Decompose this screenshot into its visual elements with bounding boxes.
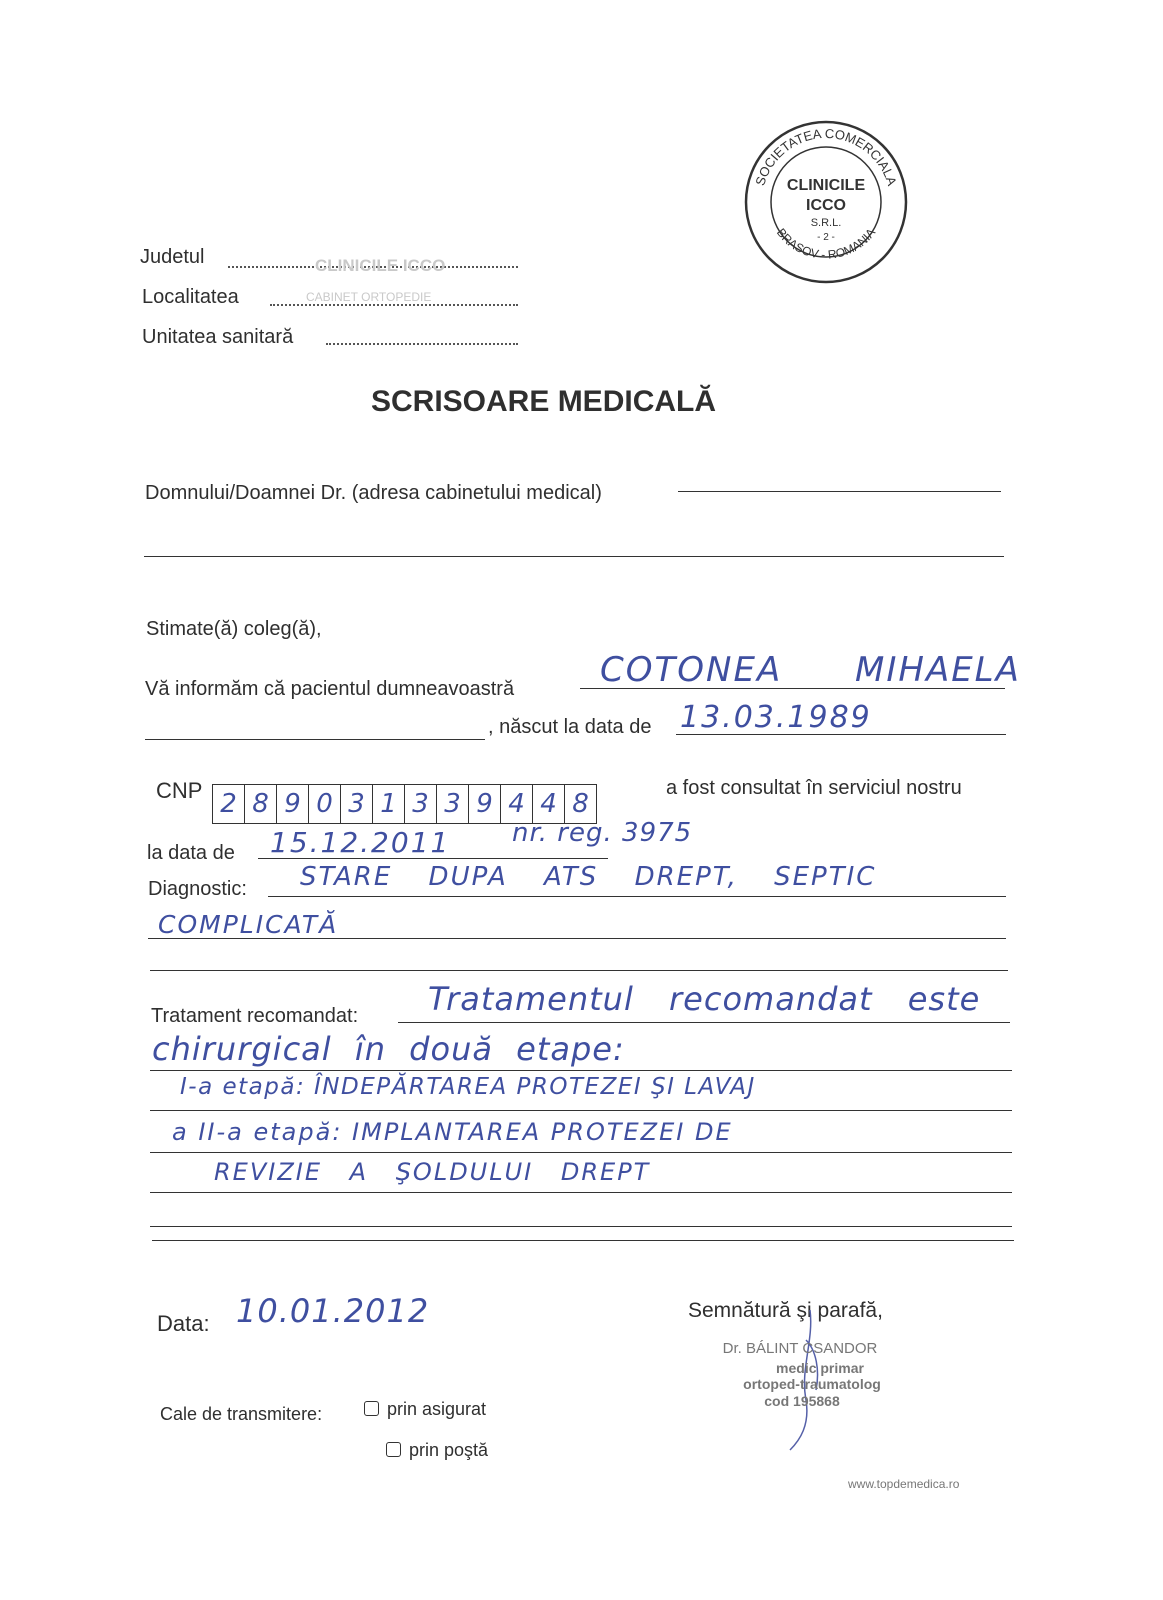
treatment-text-3: I-a etapă: ÎNDEPĂRTAREA PROTEZEI ŞI LAVAJ: [180, 1074, 756, 1100]
cnp-digit: 8: [245, 785, 277, 823]
date-label: Data:: [157, 1311, 210, 1336]
treatment-line-5: [150, 1192, 1012, 1193]
treatment-text-4: a II-a etapă: IMPLANTAREA PROTEZEI DE: [172, 1118, 733, 1146]
treatment-text-1: Tratamentul recomandat este: [428, 980, 981, 1018]
cnp-digit: 3: [437, 785, 469, 823]
doctor-title: medic primar: [776, 1360, 864, 1376]
page-title: SCRISOARE MEDICALĂ: [371, 385, 717, 418]
recipient-label: Domnului/Doamnei Dr. (adresa cabinetului medical): [145, 482, 602, 504]
option-prin-asigurat[interactable]: [364, 1399, 486, 1420]
option-prin-asigurat-label: prin asigurat: [387, 1399, 487, 1419]
option-prin-posta-label: prin poştă: [409, 1440, 489, 1460]
checkbox-prin-asigurat[interactable]: [364, 1401, 379, 1416]
cnp-digit: 3: [405, 785, 437, 823]
diagnosis-text-2: COMPLICATĂ: [158, 910, 339, 939]
website-footer: www.topdemedica.ro: [848, 1477, 960, 1491]
doctor-code: cod 195868: [764, 1393, 840, 1409]
cnp-digit: 0: [309, 785, 341, 823]
treatment-text-5: REVIZIE A ŞOLDULUI DREPT: [214, 1158, 651, 1186]
birth-date: 13.03.1989: [680, 700, 872, 735]
treatment-label: Tratament recomandat:: [151, 1005, 359, 1027]
cnp-digit: 1: [373, 785, 405, 823]
judet-value: CLINICILE ICCO: [315, 256, 446, 275]
treatment-line-2: [150, 1070, 1012, 1071]
cnp-digit: 4: [501, 785, 533, 823]
cnp-digit: 3: [341, 785, 373, 823]
diagnosis-text-1: STARE DUPA ATS DREPT, SEPTIC: [300, 862, 877, 892]
stamp-ring-text: SOCIETATEA COMERCIALA: [752, 125, 900, 188]
treatment-text-2: chirurgical în două etape:: [152, 1030, 625, 1068]
patient-extra-line: [145, 739, 485, 740]
letter-date: 10.01.2012: [236, 1292, 430, 1330]
born-label: , născut la data de: [488, 716, 652, 738]
treatment-line-7: [152, 1240, 1014, 1241]
cnp-digit: 9: [469, 785, 501, 823]
diagnosis-label: Diagnostic:: [148, 878, 247, 900]
localitate-value: CABINET ORTOPEDIE: [306, 290, 432, 304]
diagnosis-line-1: [268, 896, 1006, 897]
signature-label: Semnătură şi parafă,: [688, 1299, 883, 1322]
transmit-label: Cale de transmitere:: [160, 1404, 323, 1424]
company-stamp: [742, 118, 910, 286]
doctor-name: Dr. BÁLINT CSANDOR: [722, 1340, 878, 1357]
unitate-label: Unitatea sanitară: [142, 326, 294, 348]
stamp-name-line2: ICCO: [806, 197, 846, 214]
treatment-line-3: [150, 1110, 1012, 1111]
cnp-label: CNP: [156, 778, 203, 803]
judet-label: Judetul: [140, 246, 205, 268]
treatment-line-1: [398, 1022, 1010, 1023]
recipient-line-2: [144, 556, 1004, 557]
unitate-dots: [326, 343, 518, 345]
treatment-line-6: [150, 1226, 1012, 1227]
treatment-line-4: [150, 1152, 1012, 1153]
diagnosis-line-3: [150, 970, 1008, 971]
consult-date: 15.12.2011: [270, 826, 451, 859]
patient-name: COTONEA MIHAELA: [600, 650, 1021, 690]
consult-date-label: la data de: [147, 842, 235, 864]
cnp-digit: 4: [533, 785, 565, 823]
doctor-specialty: ortoped-traumatolog: [743, 1376, 881, 1392]
registry-number: nr. reg. 3975: [512, 818, 693, 848]
checkbox-prin-posta[interactable]: [386, 1442, 401, 1457]
inform-label: Vă informăm că pacientul dumneavoastră: [145, 678, 515, 700]
option-prin-posta[interactable]: [386, 1440, 488, 1461]
stamp-ring-bottom: BRASOV - ROMANIA: [773, 225, 879, 262]
recipient-line-1: [678, 491, 1001, 492]
stamp-suffix: S.R.L.: [810, 217, 842, 229]
consulted-label: a fost consultat în serviciul nostru: [666, 777, 962, 799]
stamp-name-line1: CLINICILE: [786, 177, 866, 194]
localitate-label: Localitatea: [142, 286, 239, 308]
greeting: Stimate(ă) coleg(ă),: [146, 618, 322, 640]
cnp-digit: 8: [572, 789, 589, 819]
localitate-dots: [270, 304, 518, 306]
cnp-digit: 2: [213, 785, 245, 823]
cnp-digit: 9: [277, 785, 309, 823]
stamp-number: - 2 -: [817, 232, 835, 243]
